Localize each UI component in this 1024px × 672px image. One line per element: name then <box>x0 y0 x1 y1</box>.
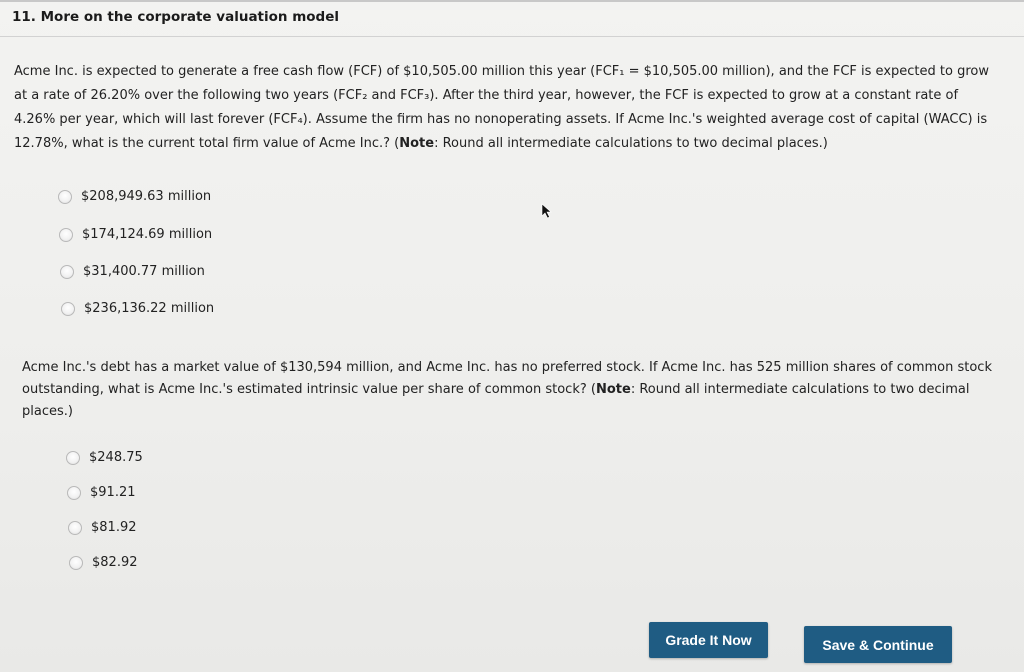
option-label: $81.92 <box>91 520 137 535</box>
question-part1-line: Acme Inc. is expected to generate a free cash flow (FCF) of $10,505.00 million this year (FCF₁ = $10,505.00 million), and the FCF is expected to grow <box>14 64 989 79</box>
note-label: Note <box>399 136 435 151</box>
question-part1-line <box>14 132 1014 156</box>
radio-button[interactable] <box>67 486 81 500</box>
answer-option-2d[interactable] <box>69 555 138 570</box>
question-part2-line-suffix: : Round all intermediate calculations to two decimal <box>630 382 970 397</box>
save-and-continue-button[interactable]: Save & Continue <box>804 626 952 663</box>
answer-option-1b[interactable] <box>59 227 212 242</box>
question-part2-line: places.) <box>22 404 73 419</box>
question-part1-line: at a rate of 26.20% over the following two years (FCF₂ and FCF₃). After the third year, however, the FCF is expected to grow at a constant rate of <box>14 88 959 103</box>
question-part1-line-suffix: : Round all intermediate calculations to two decimal places.) <box>434 136 828 151</box>
question-part1-text <box>14 60 1014 156</box>
option-label: $174,124.69 million <box>82 227 213 242</box>
radio-button[interactable] <box>60 265 74 279</box>
question-part1-line: 4.26% per year, which will last forever (FCF₄). Assume the firm has no nonoperating assets. If Acme Inc.'s weighted average cost of capital (WACC) is <box>14 112 988 127</box>
answer-option-2b[interactable] <box>67 485 136 500</box>
title-divider <box>0 36 1024 37</box>
question-title: 11. More on the corporate valuation model <box>12 9 340 25</box>
answer-option-1c[interactable] <box>60 264 205 279</box>
option-label: $248.75 <box>89 450 143 465</box>
question-part2-text <box>22 357 1012 423</box>
radio-button[interactable] <box>69 556 83 570</box>
option-label: $82.92 <box>92 555 138 570</box>
answer-option-1a[interactable] <box>58 189 211 204</box>
answer-option-2a[interactable] <box>66 450 143 465</box>
option-label: $31,400.77 million <box>83 264 205 279</box>
top-border <box>0 0 1024 2</box>
question-part2-line-prefix: outstanding, what is Acme Inc.'s estimated intrinsic value per share of common stock? ( <box>22 382 596 397</box>
radio-button[interactable] <box>66 451 80 465</box>
question-part2-line <box>22 379 1012 401</box>
option-label: $208,949.63 million <box>81 189 212 204</box>
arrow-cursor-icon <box>541 203 553 219</box>
answer-option-2c[interactable] <box>68 520 137 535</box>
grade-it-now-button[interactable]: Grade It Now <box>649 622 768 658</box>
question-part2-line: Acme Inc.'s debt has a market value of $130,594 million, and Acme Inc. has no preferred stock. If Acme Inc. has 525 million shares of common stock <box>22 360 992 375</box>
radio-button[interactable] <box>68 521 82 535</box>
question-part1-line-prefix: 12.78%, what is the current total firm value of Acme Inc.? ( <box>14 136 400 151</box>
note-label: Note <box>595 382 631 397</box>
answer-option-1d[interactable] <box>61 301 214 316</box>
radio-button[interactable] <box>59 228 73 242</box>
radio-button[interactable] <box>61 302 75 316</box>
radio-button[interactable] <box>58 190 72 204</box>
option-label: $91.21 <box>90 485 136 500</box>
option-label: $236,136.22 million <box>84 301 215 316</box>
